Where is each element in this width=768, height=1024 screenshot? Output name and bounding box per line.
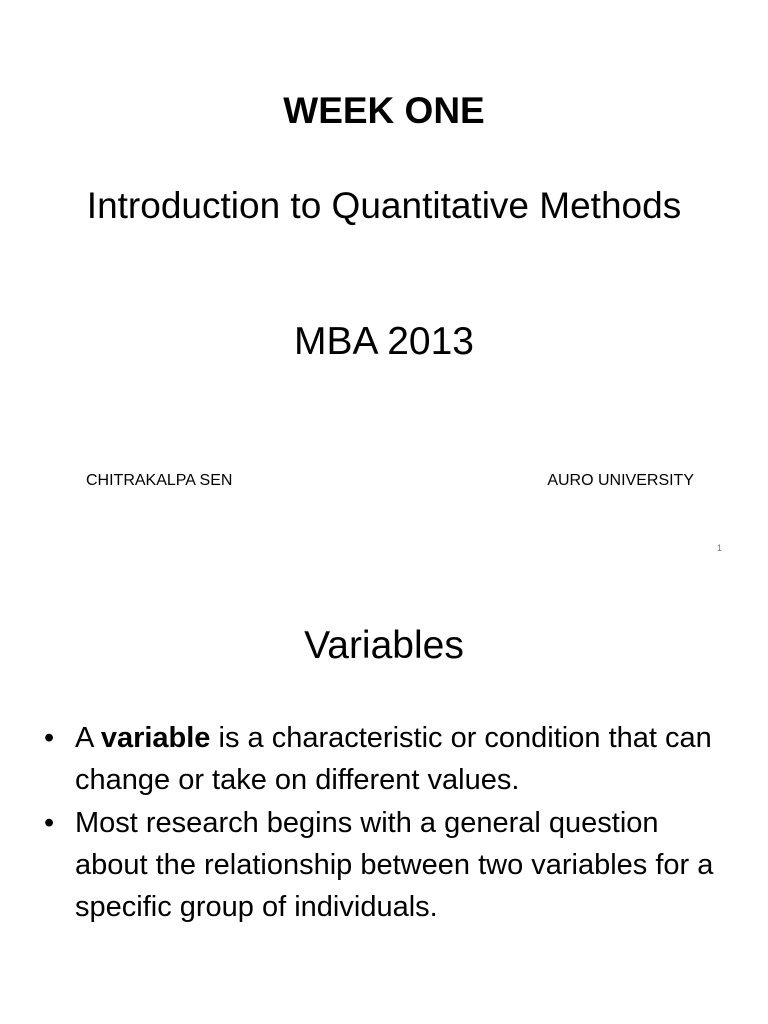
bullet-dot-icon: • [44, 722, 55, 754]
slide-title: Variables [304, 624, 464, 667]
week-heading: WEEK ONE [283, 90, 485, 131]
author-name: CHITRAKALPA SEN [86, 472, 233, 489]
university-name: AURO UNIVERSITY [547, 472, 694, 489]
bullet-list [40, 717, 730, 929]
variables-slide [0, 572, 768, 1024]
course-title: Introduction to Quantitative Methods [86, 185, 682, 226]
bullet-prefix: A [75, 722, 101, 754]
page-number: 1 [716, 543, 722, 553]
bullet-item-research-question [40, 802, 730, 928]
bold-term: variable [100, 722, 211, 754]
bullet-text: Most research begins with a general question about the relationship between two variables for a specific group of individuals. [75, 807, 714, 924]
bullet-item-variable-definition [40, 717, 730, 801]
bullet-text: is a characteristic or condition that can change or take on different values. [75, 722, 712, 797]
bullet-dot-icon: • [44, 807, 55, 840]
program-label: MBA 2013 [294, 320, 474, 363]
